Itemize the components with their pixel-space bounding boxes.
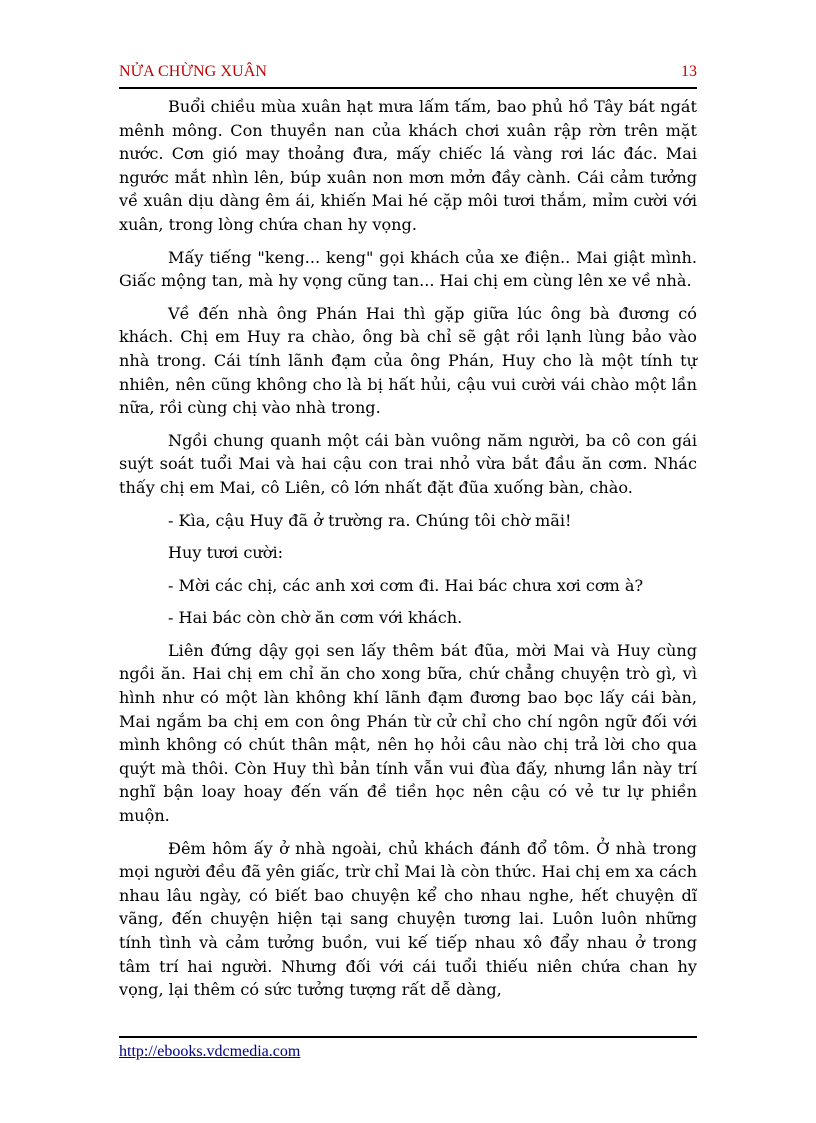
- paragraph: Về đến nhà ông Phán Hai thì gặp giữa lúc ông bà đương có khách. Chị em Huy ra chào, ông bà chỉ sẽ gật rồi lạnh lùng bảo vào nhà trong. Cái tính lãnh đạm của ông Phán, Huy cho là một tính tự nhiên, nên cũng không cho là bị hất hủi, cậu vui cười vái chào một lần nữa, rồi cùng chị vào nhà trong.: [119, 303, 697, 418]
- page-body: [119, 95, 697, 1011]
- paragraph: Buổi chiều mùa xuân hạt mưa lấm tấm, bao phủ hồ Tây bát ngát mênh mông. Con thuyền nan của khách chơi xuân rập rờn trên mặt nước. Cơn gió may thoảng đưa, mấy chiếc lá vàng rơi lác đác. Mai ngước mắt nhìn lên, búp xuân non mơn mởn đầy cành. Cái cảm tưởng về xuân dịu dàng êm ái, khiến Mai hé cặp môi tươi thắm, mỉm cười với xuân, trong lòng chứa chan hy vọng.: [119, 97, 697, 234]
- footer-divider: [119, 1036, 697, 1038]
- page-number: 13: [681, 63, 697, 80]
- paragraph: Mấy tiếng "keng... keng" gọi khách của xe điện.. Mai giật mình. Giấc mộng tan, mà hy vọng cũng tan... Hai chị em cùng lên xe về nhà.: [119, 247, 697, 291]
- paragraph: Liên đứng dậy gọi sen lấy thêm bát đũa, mời Mai và Huy cùng ngồi ăn. Hai chị em chỉ ăn cho xong bữa, chứ chẳng chuyện trò gì, vì hình như có một làn không khí lãnh đạm đương bao bọc lấy cái bàn, Mai ngắm ba chị em con ông Phán từ cử chỉ cho chí ngôn ngữ đối với mình không có chút thân mật, nên họ hỏi câu nào chị trả lời cho qua quýt mà thôi. Còn Huy thì bản tính vẫn vui đùa đấy, nhưng lần này trí nghĩ bận loay hoay đến vấn đề tiền học nên cậu có vẻ tư lự phiền muộn.: [119, 640, 697, 826]
- dialogue-line: - Mời các chị, các anh xơi cơm đi. Hai bác chưa xơi cơm à?: [168, 575, 644, 595]
- footer-url-link[interactable]: http://ebooks.vdcmedia.com: [119, 1043, 301, 1060]
- running-header: [119, 60, 697, 84]
- dialogue-line: - Hai bác còn chờ ăn cơm với khách.: [168, 608, 463, 628]
- paragraph: Ngồi chung quanh một cái bàn vuông năm người, ba cô con gái suýt soát tuổi Mai và hai cậu con trai nhỏ vừa bắt đầu ăn cơm. Nhác thấy chị em Mai, cô Liên, cô lớn nhất đặt đũa xuống bàn, chào.: [119, 430, 697, 497]
- paragraph: Đêm hôm ấy ở nhà ngoài, chủ khách đánh đổ tôm. Ở nhà trong mọi người đều đã yên giấc, trừ chỉ Mai là còn thức. Hai chị em xa cách nhau lâu ngày, có biết bao chuyện kể cho nhau nghe, hết chuyện dĩ vãng, đến chuyện hiện tại sang chuyện tương lai. Luôn luôn những tính tình và cảm tưởng buồn, vui kế tiếp nhau xô đẩy nhau ở trong tâm trí hai người. Nhưng đối với cái tuổi thiếu niên chứa chan hy vọng, lại thêm có sức tưởng tượng rất dễ dàng,: [119, 838, 697, 1000]
- book-title: NỬA CHỪNG XUÂN: [119, 63, 268, 80]
- dialogue-line: Huy tươi cười:: [168, 543, 284, 563]
- dialogue-line: - Kìa, cậu Huy đã ở trường ra. Chúng tôi chờ mãi!: [168, 510, 572, 530]
- header-divider: [119, 87, 697, 89]
